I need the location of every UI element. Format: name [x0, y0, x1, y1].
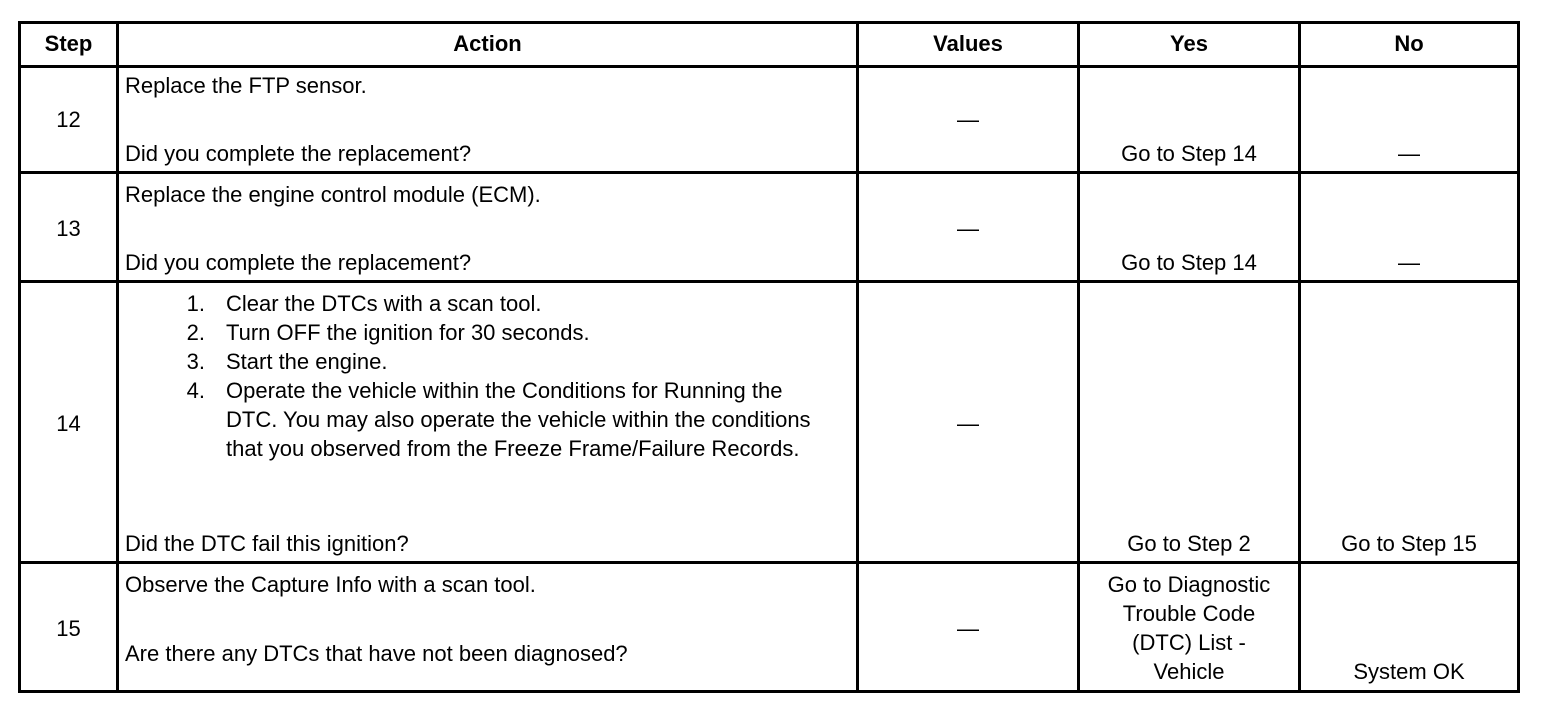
column-divider — [1298, 24, 1301, 690]
action-question: Did you complete the replacement? — [125, 141, 472, 166]
list-item-number: 4. — [186, 378, 205, 403]
list-item-text: Clear the DTCs with a scan tool. — [226, 291, 542, 316]
no-cell: — — [1398, 250, 1420, 275]
values-cell: — — [957, 616, 979, 641]
yes-cell: Go to Step 14 — [1121, 250, 1257, 275]
action-question: Did you complete the replacement? — [125, 250, 472, 275]
yes-cell: Go to Diagnostic Trouble Code (DTC) List - Vehicle — [1107, 572, 1271, 684]
row-divider — [21, 171, 1517, 174]
yes-cell: Go to Step 14 — [1121, 141, 1257, 166]
list-item-number: 3. — [186, 349, 205, 374]
action-question: Are there any DTCs that have not been diagnosed? — [125, 641, 628, 666]
step-number: 13 — [56, 216, 81, 241]
header-no: No — [1394, 31, 1424, 56]
row-divider — [21, 561, 1517, 564]
step-number: 14 — [56, 411, 81, 436]
row-divider — [21, 65, 1517, 68]
list-item-text: Start the engine. — [226, 349, 388, 374]
action-question: Did the DTC fail this ignition? — [125, 531, 409, 556]
step-number: 12 — [56, 107, 81, 132]
list-item-number: 1. — [186, 291, 205, 316]
header-yes: Yes — [1170, 31, 1208, 56]
values-cell: — — [957, 107, 979, 132]
no-cell: — — [1398, 141, 1420, 166]
diagnostic-table — [18, 21, 1520, 693]
header-values: Values — [933, 31, 1003, 56]
action-instruction: Observe the Capture Info with a scan tool. — [125, 572, 536, 597]
action-instruction: Replace the engine control module (ECM). — [125, 182, 541, 207]
no-cell: Go to Step 15 — [1341, 531, 1477, 556]
no-cell: System OK — [1353, 659, 1465, 684]
step-number: 15 — [56, 616, 81, 641]
list-item-text: Operate the vehicle within the Conditions for Running the DTC. You may also operate the vehicle within the conditions that you observed from the Freeze Frame/Failure Records. — [226, 378, 811, 461]
yes-cell: Go to Step 2 — [1127, 531, 1251, 556]
header-action: Action — [453, 31, 522, 56]
action-instruction: Replace the FTP sensor. — [125, 73, 367, 98]
header-step: Step — [44, 31, 93, 56]
column-divider — [116, 24, 119, 690]
list-item-text: Turn OFF the ignition for 30 seconds. — [226, 320, 590, 345]
list-item-number: 2. — [186, 320, 205, 345]
values-cell: — — [957, 216, 979, 241]
values-cell: — — [957, 411, 979, 436]
row-divider — [21, 280, 1517, 283]
